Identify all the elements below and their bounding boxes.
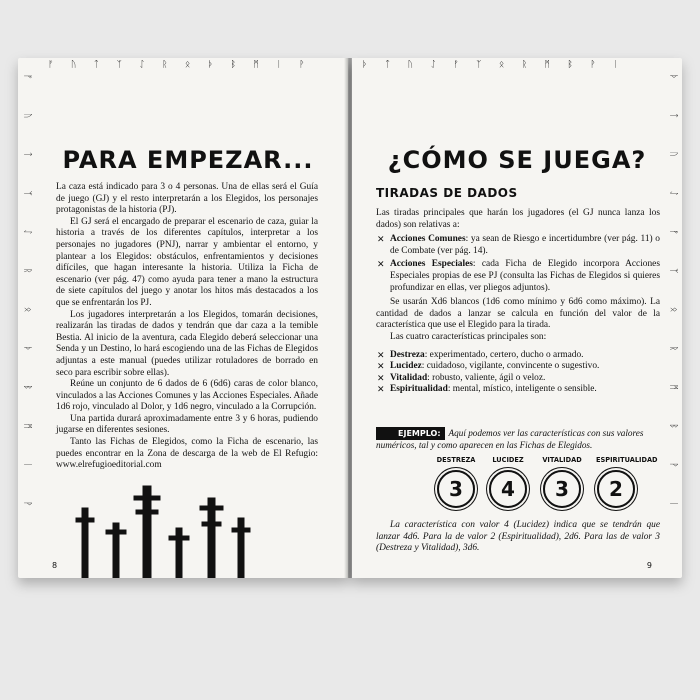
- cross-bullet-icon: ✕: [377, 384, 385, 395]
- paragraph: La caza está indicado para 3 o 4 personas. Una de ellas será el Guía de juego (GJ) y el resto interpretarán a los Elegidos, los personajes protagonistas de la historia (PJ).: [56, 182, 318, 216]
- totem-illustration: [58, 478, 258, 578]
- paragraph: Reúne un conjunto de 6 dados de 6 (6d6) caras de color blanco, vinculados a las Acciones Comunes y las Acciones Especiales. Añade 1d6 rojo, vinculado al Dolor, y 1d6 negro, vinculado a la Corrupción.: [56, 379, 318, 413]
- list-item: ✕ Acciones Especiales: cada Ficha de Elegido incorpora Acciones Especiales propias de ese PJ (consulta las Fichas de Elegidos si quieres profundizar en ellas, ver pliegos adjuntos).: [377, 259, 660, 293]
- intro-paragraph: Las tiradas principales que harán los jugadores (el GJ nunca lanza los dados) son relativas a:: [376, 208, 660, 230]
- paragraph: El GJ será el encargado de preparar el escenario de caza, guiar la historia a través de los diferentes capítulos, interpretar a los personajes no jugadores (PNJ), narrar y ambientar el entorno, y plantear a los Elegidos: obstáculos, enfrentamientos y decisiones difíciles, que hagan interesante la historia. Utiliza la Ficha de escenario (ver pág. 47) como ayuda para tener a mano la estructura de siete capítulos del juego y anotar los hitos más destacados a los que se enfrentarán los PJ.: [56, 216, 318, 308]
- actions-list: [376, 234, 660, 294]
- cross-bullet-icon: ✕: [377, 361, 385, 372]
- stat-value: 4: [489, 470, 527, 508]
- section-heading: TIRADAS DE DADOS: [376, 186, 518, 200]
- list-item: ✕ Espiritualidad: mental, místico, inteligente o sensible.: [377, 384, 597, 395]
- paragraph: Se usarán Xd6 blancos (1d6 como mínimo y 6d6 como máximo). La cantidad de dados a lanzar se calcula en función del valor de la característica que use el Elegido para la tirada.: [376, 297, 660, 331]
- list-item: ✕ Destreza: experimentado, certero, ducho o armado.: [377, 349, 584, 360]
- cross-bullet-icon: ✕: [377, 234, 385, 245]
- left-page: [18, 58, 348, 578]
- stat-lucidez: [488, 456, 528, 508]
- rune-border-top: ᚠ ᚢ ᛏ ᛉ ᛇ ᚱ ᛟ ᚦ ᛒ ᛗ ᛁ ᚹ: [48, 60, 311, 70]
- page-title: ¿CÓMO SE JUEGA?: [387, 146, 647, 174]
- example-label: EJEMPLO:: [376, 427, 445, 440]
- cross-bullet-icon: ✕: [377, 349, 385, 360]
- stat-destreza: [436, 456, 476, 508]
- stat-label: DESTREZA: [436, 456, 476, 464]
- right-body-text: [376, 208, 660, 399]
- open-book: [18, 58, 682, 578]
- example-text: Aquí podemos ver las características con sus valores numéricos, tal y como aparecen en las Fichas de Elegidos.: [376, 428, 644, 450]
- paragraph: La característica con valor 4 (Lucidez) indica que se tendrán que lanzar 4d6. Para la de valor 2 (Espiritualidad), 2d6. Para las de valor 3 (Destreza y Vitalidad), 3d6.: [376, 520, 660, 554]
- stat-label: VITALIDAD: [542, 456, 582, 464]
- rune-border-right: ᚦ ᛏ ᚢ ᛇ ᚠ ᛉ ᛟ ᚱ ᛗ ᛒ ᚹ ᛁ: [668, 74, 678, 521]
- stat-espiritualidad: [596, 456, 658, 508]
- list-item: ✕ Acciones Comunes: ya sean de Riesgo e incertidumbre (ver pág. 11) o de Combate (ver pág. 14).: [377, 234, 660, 256]
- paragraph: Los jugadores interpretarán a los Elegidos, tomarán decisiones, realizarán las tiradas de dados y tendrán que dar caza a la temible Bestia. Al inicio de la aventura, cada Elegido deberá seleccionar una Senda y un Destino, lo hará escogiendo una de las Fichas de Elegidos adjuntas a este manual (puedes utilizar rotuladores de borrado en seco para escribir sobre ellas).: [56, 309, 318, 378]
- stats-panel: [436, 456, 658, 526]
- right-page: [352, 58, 682, 578]
- stat-vitalidad: [542, 456, 582, 508]
- cross-bullet-icon: ✕: [377, 372, 385, 383]
- paragraph: Tanto las Fichas de Elegidos, como la Ficha de escenario, las puedes encontrar en la Zona de descarga de la web de El Refugio: www.elrefugioeditorial.com: [56, 437, 318, 471]
- paragraph: Una partida durará aproximadamente entre 3 y 6 horas, pudiendo jugarse en diferentes sesiones.: [56, 413, 318, 436]
- example-block: [376, 427, 660, 451]
- left-body-text: [56, 182, 318, 472]
- page-number: 9: [646, 561, 652, 570]
- cross-bullet-icon: ✕: [377, 259, 385, 270]
- list-item: ✕ Vitalidad: robusto, valiente, ágil o veloz.: [377, 372, 546, 383]
- stat-value: 2: [597, 470, 635, 508]
- stat-value: 3: [437, 470, 475, 508]
- traits-list: [376, 350, 660, 396]
- paragraph: Las cuatro características principales son:: [390, 331, 547, 342]
- page-title: PARA EMPEZAR...: [62, 146, 314, 174]
- rune-border-top: ᚦ ᛏ ᚢ ᛇ ᚠ ᛉ ᛟ ᚱ ᛗ ᛒ ᚹ ᛁ: [362, 60, 625, 70]
- closing-text: [376, 520, 660, 555]
- list-item: ✕ Lucidez: cuidadoso, vigilante, convincente o sugestivo.: [377, 361, 600, 372]
- stat-value: 3: [543, 470, 581, 508]
- page-number: 8: [52, 561, 58, 570]
- rune-border-left: ᚠ ᚢ ᛏ ᛉ ᛇ ᚱ ᛟ ᚦ ᛒ ᛗ ᛁ ᚹ: [22, 74, 32, 521]
- stat-label: LUCIDEZ: [492, 456, 524, 464]
- stat-label: ESPIRITUALIDAD: [596, 456, 658, 464]
